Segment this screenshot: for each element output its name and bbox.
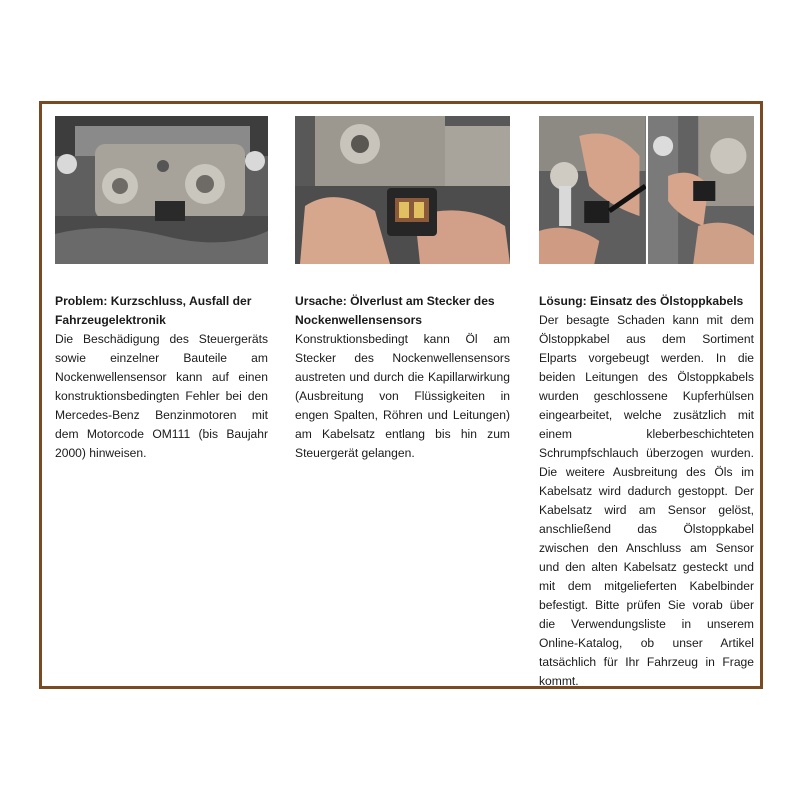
column-body: Der besagte Schaden kann mit dem Ölstoppkabel aus dem Sortiment Elparts vorgebeugt werden. In die beiden Leitungen des Ölstoppkabels wurden geschlossene Kupferhülsen eingearbeitet, welche zusätzlich mit einem kleberbeschichteten Schrumpfschlauch überzogen wurden. Die weitere Ausbreitung des Öls im Kabelsatz wird dadurch gestoppt. Der Kabelsatz wird am Sensor gelöst, anschließend das Ölstoppkabel zwischen den Anschluss am Sensor und den alten Kabelsatz gesteckt und mit dem mitgelieferten Kabelbinder befestigt. Bitte prüfen Sie vorab über die Verwendungsliste in unserem Online-Katalog, ob unser Artikel tatsächlich für Ihr Fahrzeug in Frage kommt. [539,313,754,688]
cable-install-photo-right [648,116,755,264]
cable-install-photo-left [539,116,646,264]
connector-photo [295,116,510,264]
column-solution [539,116,754,691]
engine-photo [55,116,268,264]
column-body: Konstruktionsbedingt kann Öl am Stecker des Nockenwellensensors austreten und durch die Kapillarwirkung (Ausbreitung von Flüssigkeiten in engen Spalten, Röhren und Leitungen) am Kabelsatz entlang bis hin zum Steuergerät gelangen. [295,332,510,460]
column-cause [295,116,510,463]
column-body: Die Beschädigung des Steuergeräts sowie einzelner Bauteile am Nockenwellensensor kann auf einen konstruktionsbedingten Fehler bei den Mercedes-Benz Benzinmotoren mit dem Motorcode OM111 (bis Baujahr 2000) hinweisen. [55,332,268,460]
column-heading: Problem: Kurzschluss, Ausfall der Fahrzeugelektronik [55,294,252,327]
column-heading: Ursache: Ölverlust am Stecker des Nockenwellensensors [295,294,495,327]
column-heading: Lösung: Einsatz des Ölstoppkabels [539,294,744,308]
column-problem [55,116,268,463]
article-frame [39,101,763,689]
